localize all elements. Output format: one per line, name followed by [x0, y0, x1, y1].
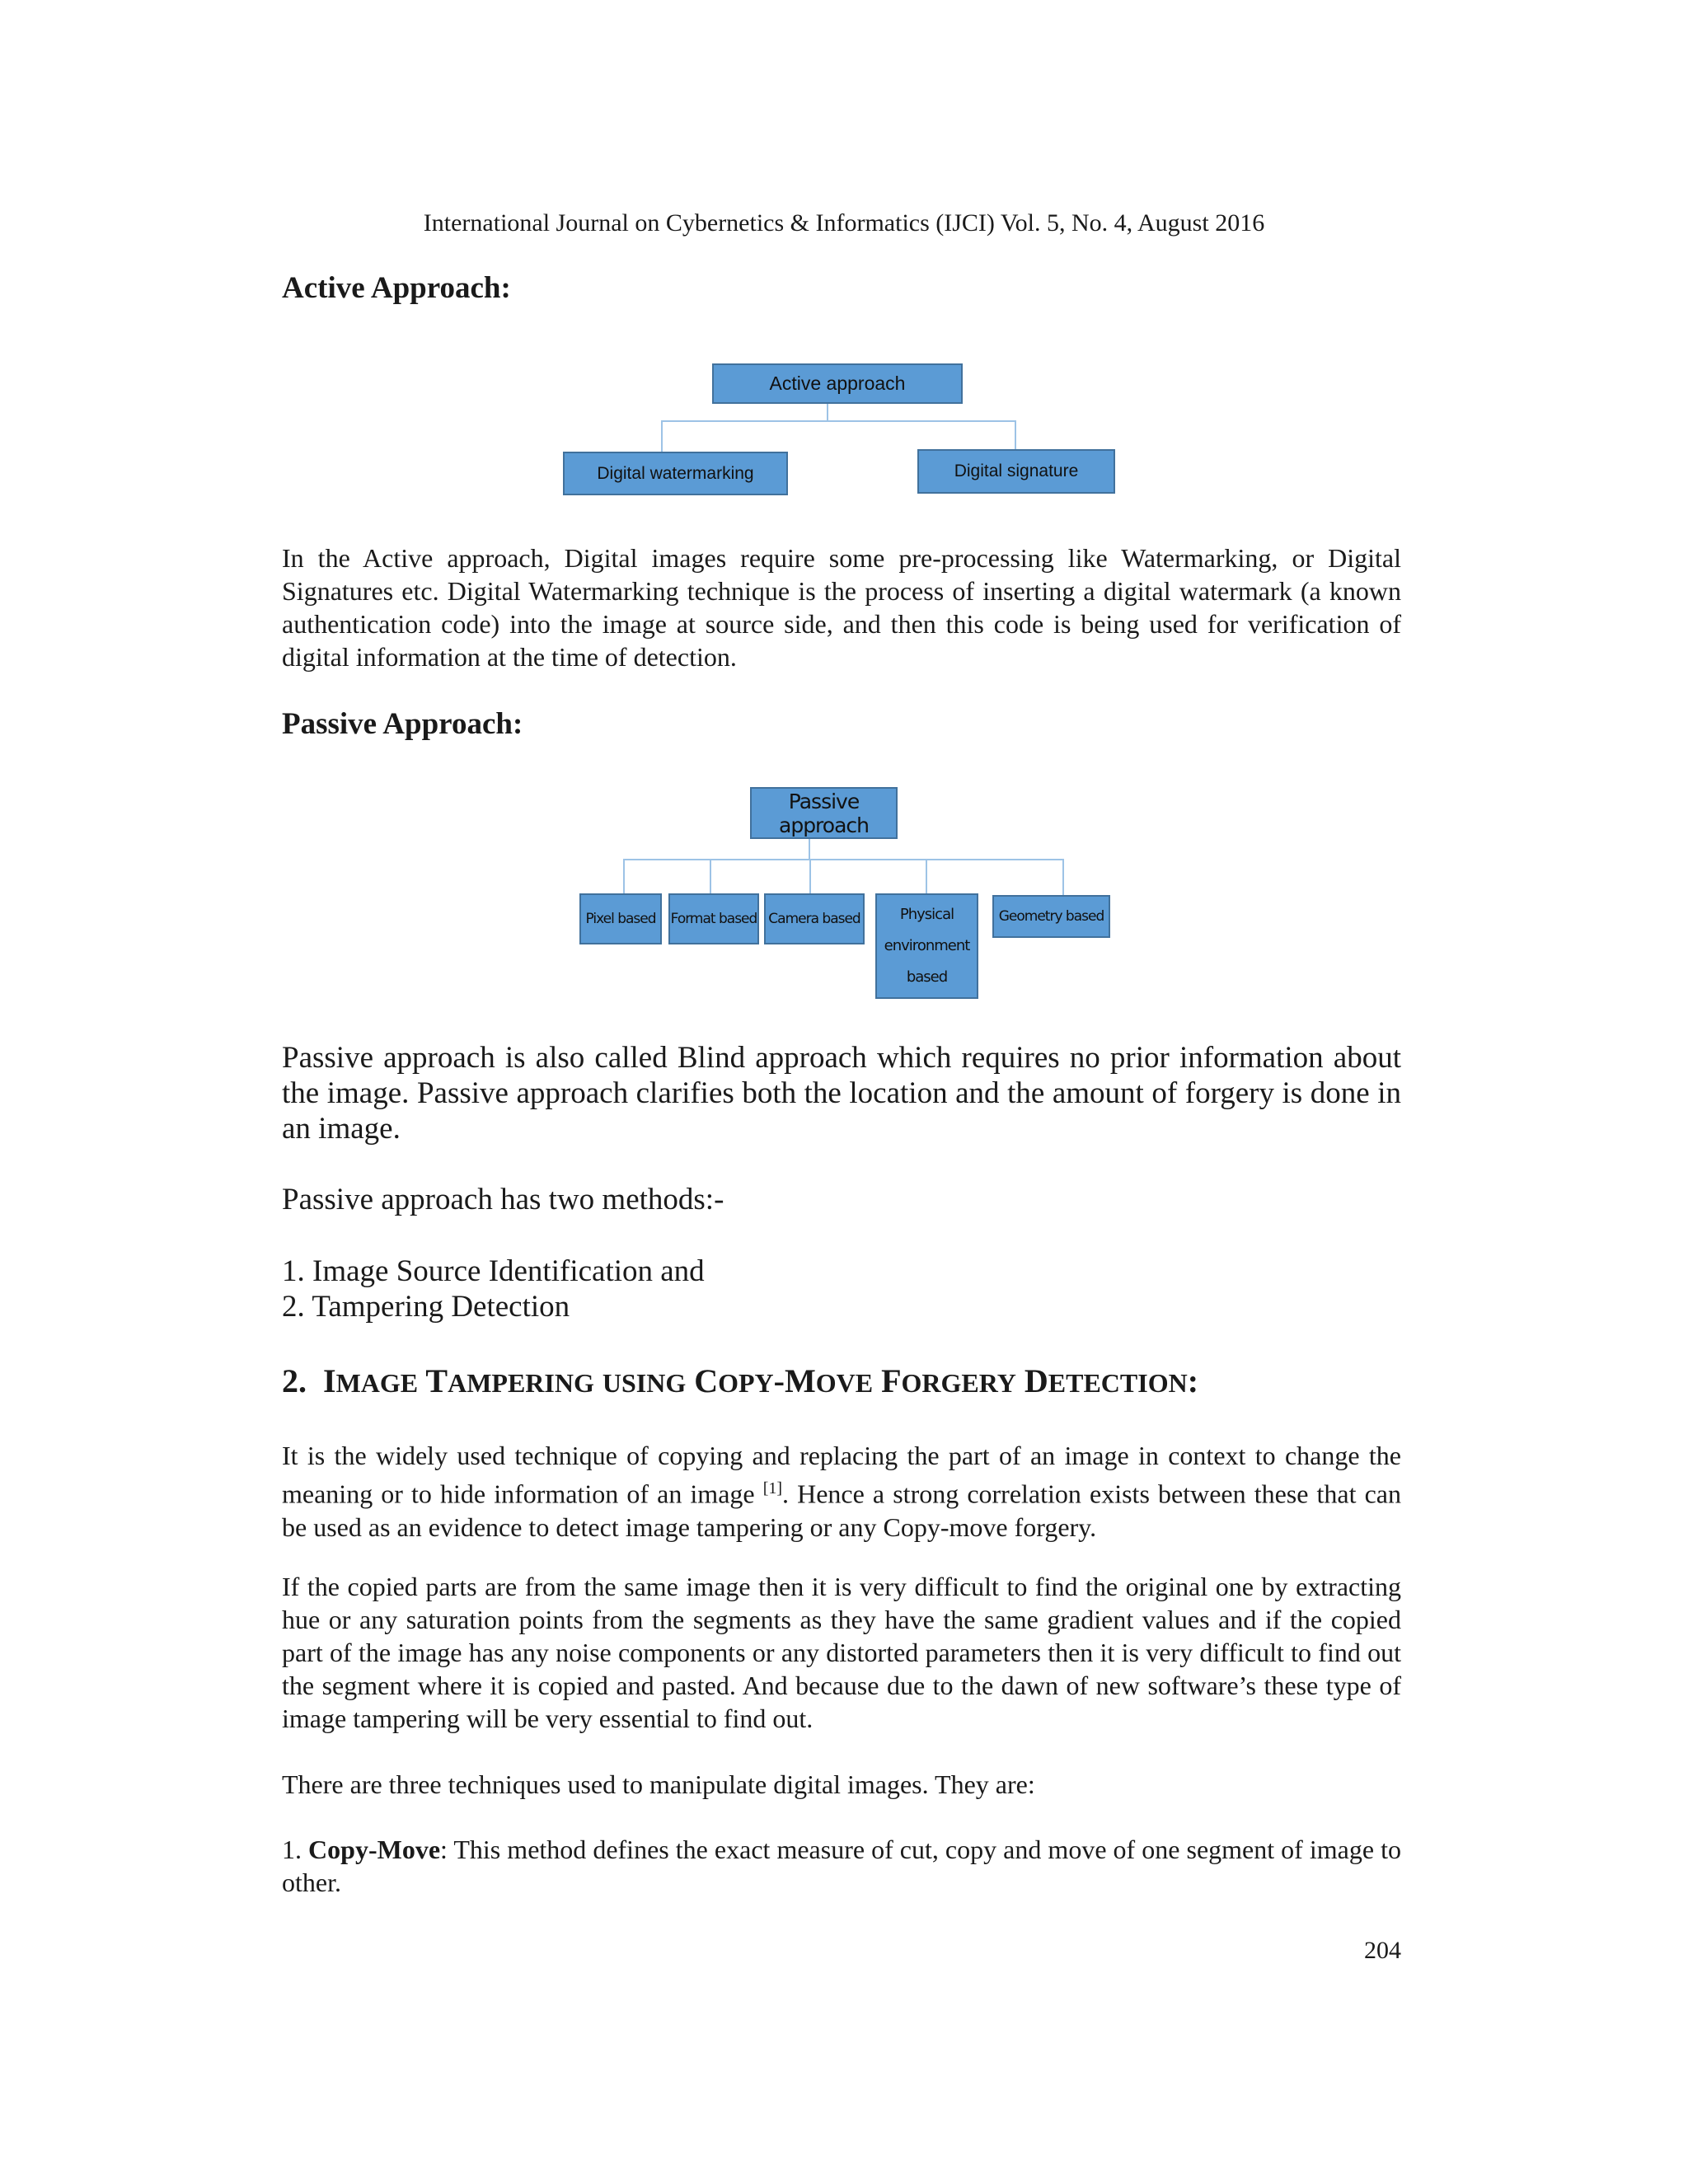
active-approach-root-node: Active approach: [712, 363, 963, 404]
section-number: 2.: [282, 1362, 307, 1399]
techniques-intro: There are three techniques used to manipulate digital images. They are:: [282, 1769, 1035, 1799]
connector: [623, 859, 1064, 860]
section-2-title: 2. IMAGE TAMPERING USING COPY-MOVE FORGERY DETECTION:: [282, 1362, 1199, 1399]
term: Copy-Move: [308, 1835, 441, 1864]
running-header: International Journal on Cybernetics & Informatics (IJCI) Vol. 5, No. 4, August 2016: [423, 209, 1265, 237]
camera-based-node: Camera based: [764, 893, 865, 944]
connector: [926, 859, 927, 893]
copy-move-definition: 1. Copy-Move: This method defines the exact measure of cut, copy and move of one segment of image to other.: [282, 1835, 1402, 1897]
passive-methods-intro: Passive approach has two methods:-: [282, 1183, 724, 1216]
connector: [623, 859, 625, 893]
connector: [1062, 859, 1064, 895]
connector: [710, 859, 711, 893]
connector: [827, 404, 828, 421]
pixel-based-node: Pixel based: [579, 893, 662, 944]
copy-move-paragraph-1: It is the widely used technique of copying and replacing the part of an image in context to change the meaning or to hide information of an image [1]. Hence a strong correlation exists between these that can be used as an evidence to detect image tampering or any Copy-move forgery.: [282, 1441, 1402, 1542]
citation: [1]: [762, 1479, 783, 1497]
connector: [809, 839, 810, 860]
digital-signature-node: Digital signature: [917, 449, 1115, 494]
format-based-node: Format based: [668, 893, 759, 944]
digital-watermarking-node: Digital watermarking: [563, 452, 788, 495]
method-item: 1. Image Source Identification and: [282, 1254, 705, 1288]
active-approach-heading: Active Approach:: [282, 271, 511, 305]
connector: [661, 420, 1016, 422]
geometry-based-node: Geometry based: [992, 895, 1110, 938]
passive-approach-heading: Passive Approach:: [282, 707, 523, 741]
copy-move-paragraph-2: If the copied parts are from the same image then it is very difficult to find the original one by extracting hue or any saturation points from the segments as they have the same gradient values and if the copied part of the image has any noise components or any distorted parameters then it is very difficult to find out the segment where it is copied and pasted. And because due to the dawn of new software’s these type of image tampering will be very essential to find out.: [282, 1572, 1401, 1733]
method-item: 2. Tampering Detection: [282, 1290, 570, 1324]
page-number: 204: [1364, 1937, 1401, 1964]
physical-environment-based-node: Physical environment based: [875, 893, 978, 999]
connector: [661, 420, 663, 452]
active-approach-paragraph: In the Active approach, Digital images require some pre-processing like Watermarking, or Digital Signatures etc. Digital Watermarking technique is the process of inserting a digital watermark (a known authentication code) into the image at source side, and then this code is being used for verification of digital information at the time of detection.: [282, 543, 1401, 672]
passive-approach-paragraph: Passive approach is also called Blind approach which requires no prior information about the image. Passive approach clarifies both the location and the amount of forgery is done in an image.: [282, 1041, 1401, 1146]
connector: [809, 859, 811, 893]
passive-approach-root-node: Passive approach: [750, 787, 898, 839]
connector: [1015, 420, 1016, 449]
